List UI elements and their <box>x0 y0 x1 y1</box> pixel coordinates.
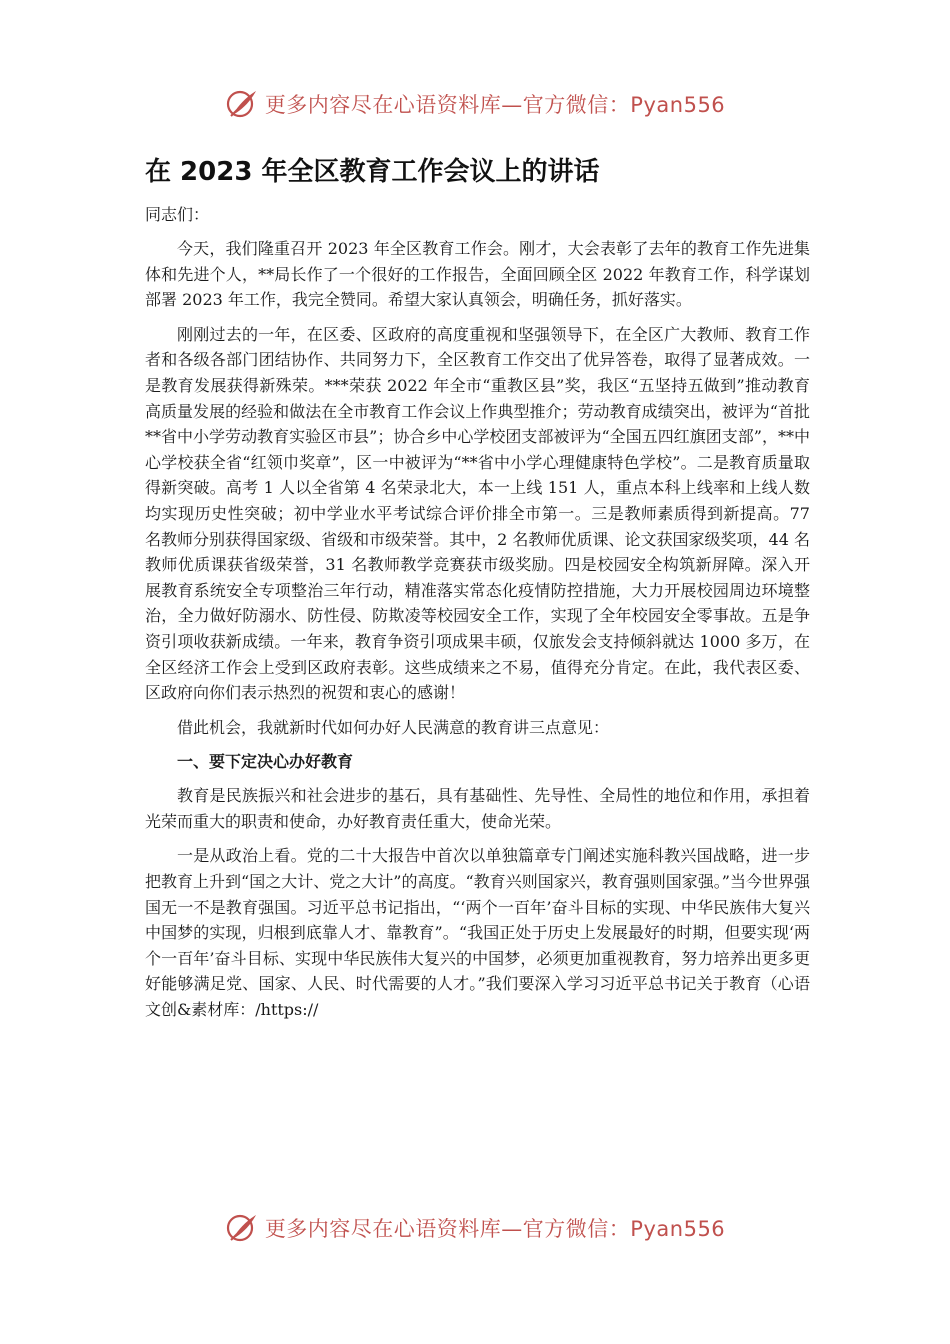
document-body <box>145 150 810 1032</box>
quill-logo-icon <box>225 1211 259 1245</box>
watermark-text: 更多内容尽在心语资料库—官方微信：Pyan556 <box>264 93 726 117</box>
paragraph-political: 一是从政治上看。党的二十大报告中首次以单独篇章专门阐述实施科教兴国战略，进一步把教育上升到“国之大计、党之大计”的高度。“教育兴则国家兴，教育强则国家强。”当今世界强国无一不是教育强国。习近平总书记指出，“‘两个一百年’奋斗目标的实现、中华民族伟大复兴中国梦的实现，归根到底靠人才、靠教育”。“我国正处于历史上发展最好的时期，但要实现‘两个一百年’奋斗目标、实现中华民族伟大复兴的中国梦，必须更加重视教育，努力培养出更多更好能够满足党、国家、人民、时代需要的人才。”我们要深入学习习近平总书记关于教育（心语文创&素材库：/https:// <box>145 846 810 1020</box>
paragraph-section-intro: 教育是民族振兴和社会进步的基石，具有基础性、先导性、全局性的地位和作用，承担着光荣而重大的职责和使命，办好教育责任重大，使命光荣。 <box>145 786 810 831</box>
paragraph-opening: 今天，我们隆重召开 2023 年全区教育工作会。刚才，大会表彰了去年的教育工作先进集体和先进个人，**局长作了一个很好的工作报告，全面回顾全区 2022 年教育工作，科学谋划部署 2023 年工作，我完全赞同。希望大家认真领会，明确任务，抓好落实。 <box>145 239 810 310</box>
watermark-text: 更多内容尽在心语资料库—官方微信：Pyan556 <box>264 1217 726 1241</box>
section-heading: 一、要下定决心办好教育 <box>177 752 354 772</box>
quill-logo-icon <box>225 87 259 121</box>
greeting: 同志们： <box>145 205 210 224</box>
paragraph-achievements: 刚刚过去的一年，在区委、区政府的高度重视和坚强领导下，在全区广大教师、教育工作者和各级各部门团结协作、共同努力下，全区教育工作交出了优异答卷，取得了显著成效。一是教育发展获得新殊荣。***荣获 2022 年全市“重教区县”奖，我区“五坚持五做到”推动教育高质量发展的经验和做法在全市教育工作会议上作典型推介；劳动教育成绩突出，被评为“首批**省中小学劳动教育实验区市县”；协合乡中心学校团支部被评为“全国五四红旗团支部”，**中心学校获全省“红领巾奖章”，区一中被评为“**省中小学心理健康特色学校”。二是教育质量取得新突破。高考 1 人以全省第 4 名荣录北大，本一上线 151 人，重点本科上线率和上线人数均实现历史性突破；初中学业水平考试综合评价排全市第一。三是教师素质得到新提高。77 名教师分别获得国家级、省级和市级荣誉。其中，2 名教师优质课、论文获国家级奖项，44 名教师优质课获省级荣誉，31 名教师教学竞赛获市级奖励。四是校园安全构筑新屏障。深入开展教育系统安全专项整治三年行动，精准落实常态化疫情防控措施，大力开展校园周边环境整治，全力做好防溺水、防性侵、防欺凌等校园安全工作，实现了全年校园安全零事故。五是争资引项收获新成绩。一年来，教育争资引项成果丰硕，仅旅发会支持倾斜就达 1000 多万，在全区经济工作会上受到区政府表彰。这些成绩来之不易，值得充分肯定。在此，我代表区委、区政府向你们表示热烈的祝贺和衷心的感谢！ <box>145 324 810 703</box>
watermark-banner-top <box>0 84 950 124</box>
document-title: 在 2023 年全区教育工作会议上的讲话 <box>145 157 600 187</box>
paragraph-transition: 借此机会，我就新时代如何办好人民满意的教育讲三点意见： <box>177 717 610 737</box>
watermark-banner-bottom <box>0 1208 950 1248</box>
